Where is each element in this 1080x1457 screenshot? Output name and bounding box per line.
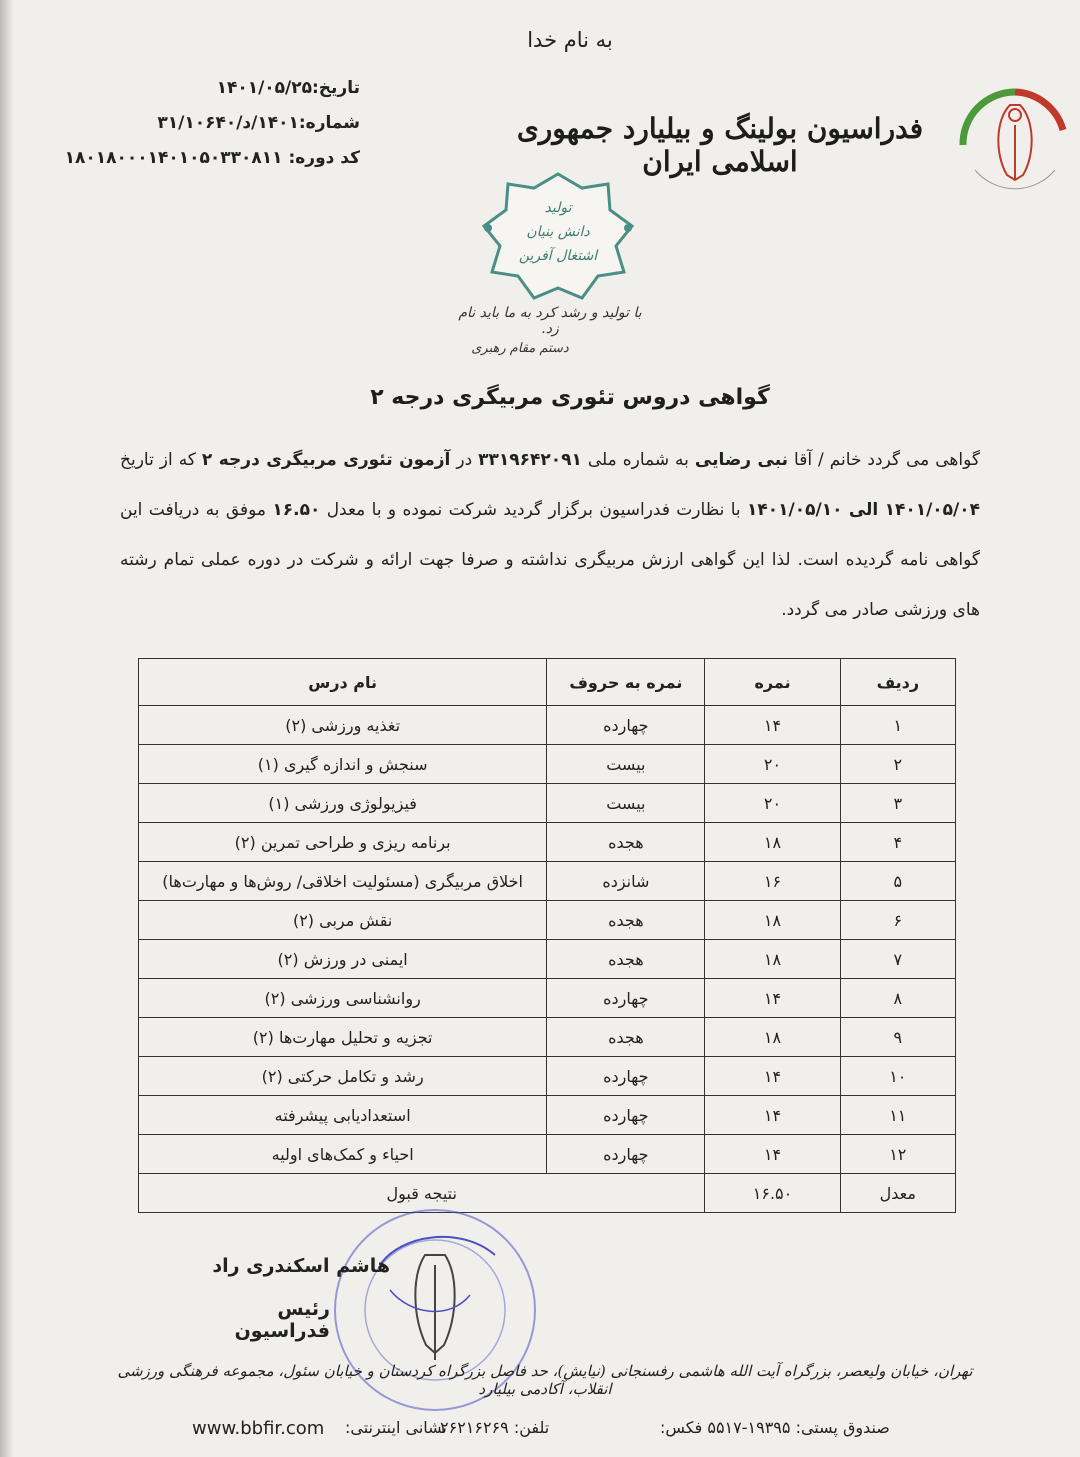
course-name: تجزیه و تحلیل مهارت‌ها (۲) [139,1018,547,1057]
row-number: ۱۲ [840,1135,955,1174]
person-name: نبی رضایی [694,450,789,470]
bismillah-heading: به نام خدا [527,28,613,52]
row-number: ۴ [840,823,955,862]
score: ۱۴ [705,1057,840,1096]
signatory-name: هاشم اسکندری راد [212,1255,390,1277]
row-number: ۹ [840,1018,955,1057]
date-value: ۱۴۰۱/۰۵/۲۵ [216,78,312,98]
course-name: سنجش و اندازه گیری (۱) [139,745,547,784]
course-name: فیزیولوژی ورزشی (۱) [139,784,547,823]
row-number: ۱۱ [840,1096,955,1135]
grades-table [138,658,956,1213]
result-text: نتیجه قبول [139,1174,705,1213]
table-row [139,862,956,901]
body-part-1: گواهی می گردد خانم / آقا [794,450,980,470]
score-words: بیست [547,784,705,823]
course-code-label: کد دوره: [288,148,360,168]
number-line [157,113,360,133]
course-name: احیاء و کمک‌های اولیه [139,1135,547,1174]
certificate-body [120,435,980,635]
table-row [139,784,956,823]
footer-phone: تلفن: ۲۶۲۱۶۲۶۹ [440,1418,550,1437]
table-row [139,1057,956,1096]
slogan-quote: با تولید و رشد کرد به ما باید نام زد. [458,305,642,337]
course-name: برنامه ریزی و طراحی تمرین (۲) [139,823,547,862]
score: ۱۴ [705,1096,840,1135]
score-words: هجده [547,940,705,979]
row-number: ۱ [840,706,955,745]
header-score: نمره [705,659,840,706]
score: ۱۸ [705,823,840,862]
course-name: اخلاق مربیگری (مسئولیت اخلاقی/ روش‌ها و مهارت‌ها) [139,862,547,901]
score-words: چهارده [547,1135,705,1174]
row-number: ۸ [840,979,955,1018]
table-header-row [139,659,956,706]
score: ۱۴ [705,979,840,1018]
date-line [217,78,360,98]
table-row [139,1096,956,1135]
course-name: استعدادیابی پیشرفته [139,1096,547,1135]
date-to: ۱۴۰۱/۰۵/۱۰ [747,500,843,520]
average-value: ۱۶.۵۰ [705,1174,840,1213]
national-id: ۳۳۱۹۶۴۲۰۹۱ [478,450,582,470]
score: ۲۰ [705,784,840,823]
row-number: ۲ [840,745,955,784]
table-row [139,979,956,1018]
score-words: هجده [547,823,705,862]
date-from: ۱۴۰۱/۰۵/۰۴ [884,500,981,520]
body-part-2: به شماره ملی [587,450,689,470]
row-number: ۱۰ [840,1057,955,1096]
row-number: ۷ [840,940,955,979]
table-row [139,706,956,745]
score-words: هجده [547,1018,705,1057]
score-words: چهارده [547,1057,705,1096]
emblem-line-2: دانش بنیان [526,224,590,240]
footer-website[interactable]: www.bbfir.com [192,1418,325,1439]
body-part-6: با نظارت فدراسیون برگزار گردید شرکت نموده و با معدل [326,500,741,520]
body-part-4: که از تاریخ [120,450,196,470]
table-row [139,901,956,940]
signatory-title: رئیس فدراسیون [234,1298,330,1342]
average-in-text: ۱۶.۵۰ [272,500,321,520]
score-words: چهارده [547,979,705,1018]
course-code-value: ۱۸۰۱۸۰۰۰۱۴۰۱۰۵۰۳۳۰۸۱۱ [64,148,283,168]
footer-address: تهران، خیابان ولیعصر، بزرگراه آیت الله هاشمی رفسنجانی (نیایش)، حد فاصل بزرگراه کردستان و خیابان سئول، مجموعه فرهنگی ورزشی انقلاب، آکادمی بیلیارد [117,1362,973,1398]
score: ۱۸ [705,901,840,940]
table-row [139,823,956,862]
footer-website-label: نشانی اینترنتی: [345,1418,447,1437]
score: ۱۴ [705,706,840,745]
score-words: بیست [547,745,705,784]
course-name: نقش مربی (۲) [139,901,547,940]
production-slogan-emblem [478,170,638,310]
score: ۱۴ [705,1135,840,1174]
number-value: ۱۴۰۱/د/۳۱/۱۰۶۴۰ [157,113,299,133]
score-words: شانزده [547,862,705,901]
table-row [139,745,956,784]
course-name: رشد و تکامل حرکتی (۲) [139,1057,547,1096]
score: ۱۶ [705,862,840,901]
score-words: هجده [547,901,705,940]
emblem-line-3: اشتغال آفرین [518,248,598,264]
emblem-line-1: تولید [544,200,572,216]
row-number: ۳ [840,784,955,823]
header-row-number: ردیف [840,659,955,706]
certificate-title: گواهی دروس تئوری مربیگری درجه ۲ [370,385,770,410]
body-part-3: در [456,450,473,470]
course-name: روانشناسی ورزشی (۲) [139,979,547,1018]
course-name: ایمنی در ورزش (۲) [139,940,547,979]
table-row [139,1135,956,1174]
page-edge-shadow [0,0,14,1457]
footer-po-box: صندوق پستی: ۱۹۳۹۵-۵۵۱۷ فکس: [660,1418,890,1437]
course-name: تغذیه ورزشی (۲) [139,706,547,745]
federation-name: فدراسیون بولینگ و بیلیارد جمهوری اسلامی ایران [516,112,924,178]
body-part-7: موفق به دریافت این گواهی نامه گردیده است. لذا این گواهی ارزش مربیگری نداشته و صرفا جهت ارائه و شرکت در دوره عملی تمام رشته های ورزشی صادر می گردد. [120,500,980,620]
number-label: شماره: [298,113,360,133]
average-label: معدل [840,1174,955,1213]
row-number: ۵ [840,862,955,901]
row-number: ۶ [840,901,955,940]
score-words: چهارده [547,1096,705,1135]
course-code-line [65,148,360,168]
federation-logo [955,70,1070,210]
header-course-name: نام درس [139,659,547,706]
score-words: چهارده [547,706,705,745]
table-row [139,1018,956,1057]
exam-name: آزمون تئوری مربیگری درجه ۲ [201,450,451,470]
score: ۱۸ [705,1018,840,1057]
score: ۲۰ [705,745,840,784]
header-score-words: نمره به حروف [547,659,705,706]
table-row [139,940,956,979]
slogan-quote-source: دستم مقام رهبری [471,341,569,356]
score: ۱۸ [705,940,840,979]
body-part-5: الی [848,500,879,520]
date-label: تاریخ: [312,78,360,98]
